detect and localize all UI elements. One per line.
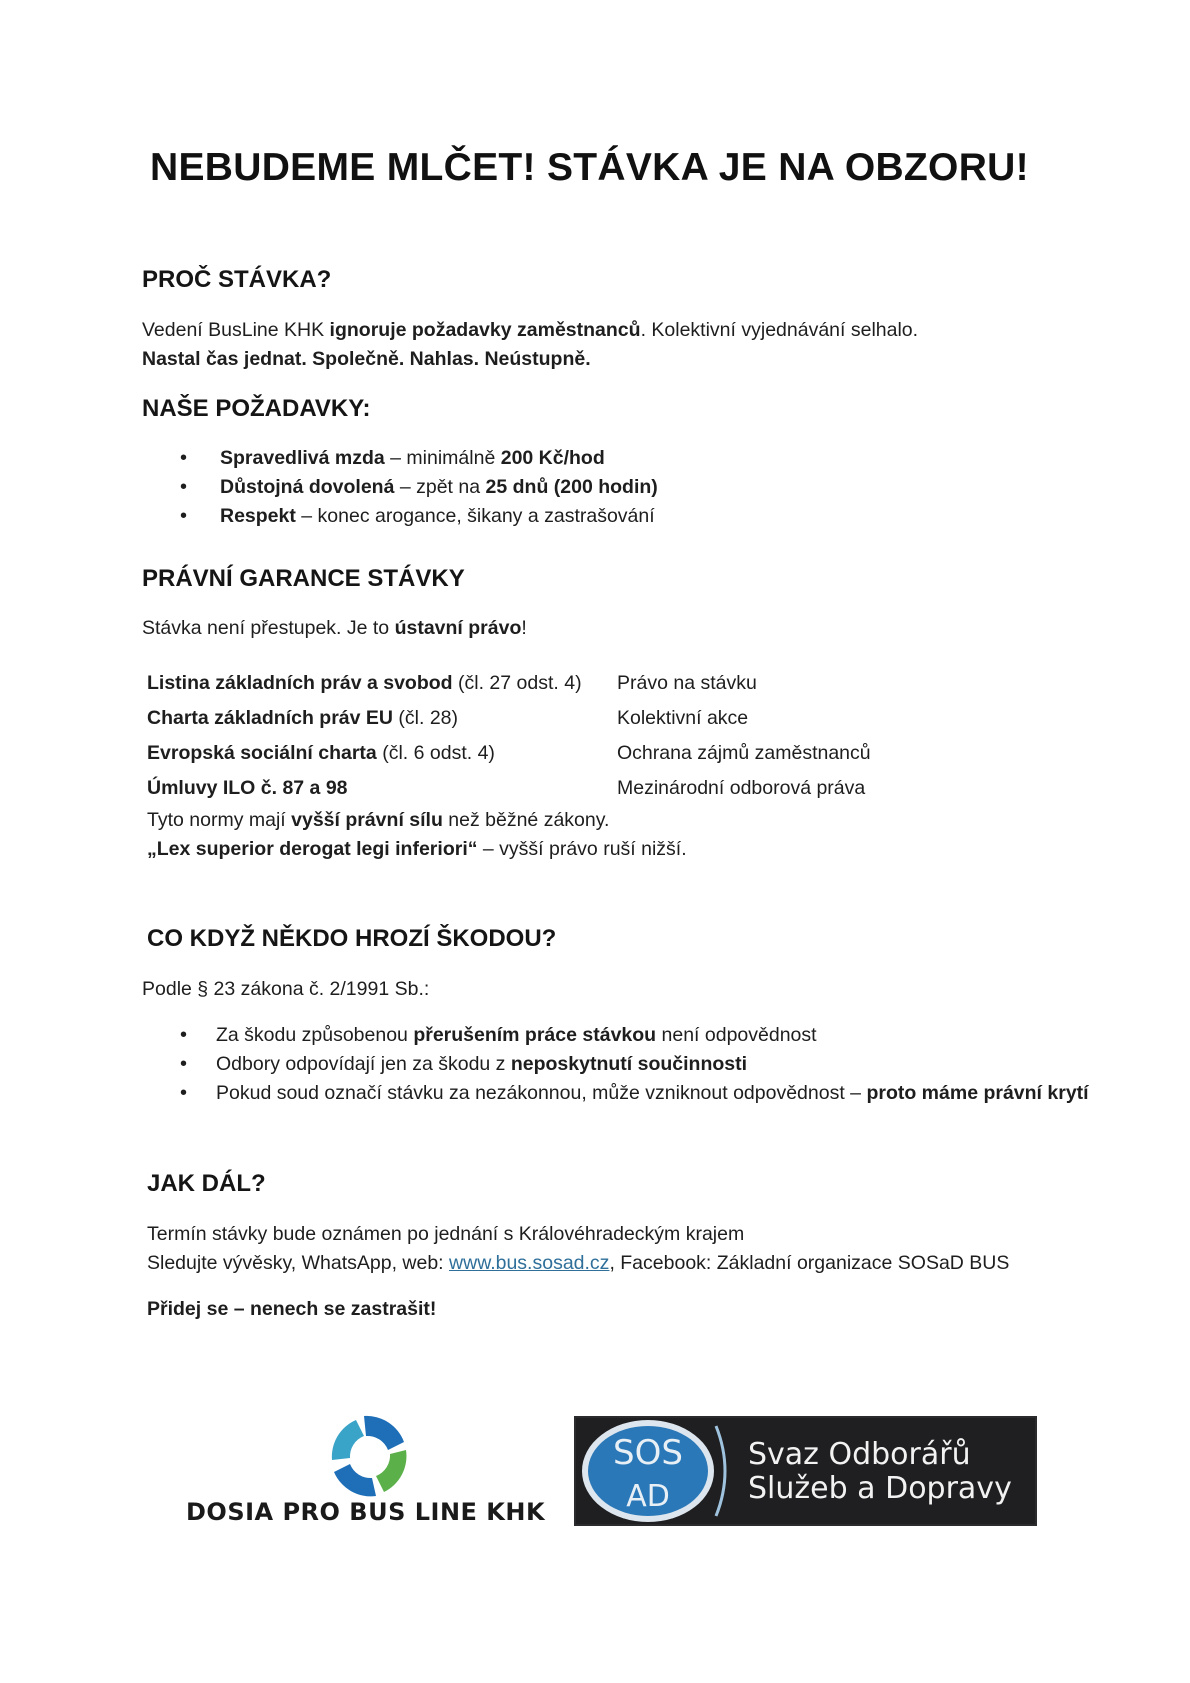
legal-heading: PRÁVNÍ GARANCE STÁVKY [142,565,465,592]
sosad-logo-text [748,1438,1012,1506]
call-to-action-text: Přidej se – nenech se zastrašit! [147,1298,437,1320]
demand-item-title: Důstojná dovolená [220,476,395,498]
damage-item-c: není odpovědnost [656,1024,817,1046]
demand-item-title: Respekt [220,505,296,527]
damage-item [180,1079,1116,1108]
web-link[interactable]: www.bus.sosad.cz [449,1252,610,1274]
law-name-cell [147,666,617,701]
table-row [147,736,871,771]
demand-item-text: – minimálně [384,447,501,469]
why-line-2-text: Nastal čas jednat. Společně. Nahlas. Neústupně. [142,348,591,370]
table-row [147,771,871,806]
sosad-badge-icon [576,1418,736,1524]
demand-item [180,502,658,531]
law-name: Evropská sociální charta [147,742,377,764]
sosad-badge-bottom: AD [626,1479,670,1514]
damage-item-a: Pokud soud označí stávku za nezákonnou, může vzniknout odpovědnost – [216,1082,867,1104]
call-to-action [147,1295,436,1324]
law-right: Kolektivní akce [617,707,749,729]
demand-item-text: – zpět na [394,476,486,498]
damage-item-b: neposkytnutí součinnosti [510,1053,748,1075]
law-right: Právo na stávku [617,672,757,694]
sosad-line-1: Svaz Odborářů [748,1437,971,1472]
why-line-1-b: ignoruje požadavky zaměstnanců [329,319,641,341]
legal-note-1 [147,806,609,835]
why-line-1 [142,316,918,345]
legal-note-2-b: – vyšší právo ruší nižší. [477,838,687,860]
law-name: Listina základních práv a svobod [147,672,453,694]
demand-item-title: Spravedlivá mzda [220,447,385,469]
legal-intro [142,614,527,643]
law-ref: (čl. 28) [393,707,459,729]
legal-note-2 [147,835,687,864]
damage-item-a: Za škodu způsobenou [216,1024,414,1046]
law-ref: (čl. 27 odst. 4) [452,672,582,694]
demand-item-value: 200 Kč/hod [500,447,605,469]
why-line-2 [142,345,591,374]
damage-intro: Podle § 23 zákona č. 2/1991 Sb.: [142,978,430,1000]
law-name-cell [147,771,617,806]
sosad-badge-top: SOS [613,1433,683,1473]
legal-note-1-c: než běžné zákony. [442,809,610,831]
law-table [147,666,871,806]
table-row [147,701,871,736]
legal-note-2-a: „Lex superior derogat legi inferiori“ [147,838,478,860]
damage-item-b: proto máme právní krytí [866,1082,1089,1104]
law-right: Ochrana zájmů zaměstnanců [617,742,871,764]
law-right: Mezinárodní odborová práva [617,777,866,799]
sosad-line-2: Služeb a Dopravy [748,1471,1012,1506]
legal-intro-a: Stávka není přestupek. Je to [142,617,395,639]
damage-item [180,1021,1116,1050]
legal-intro-b: ústavní právo [394,617,522,639]
next-heading: JAK DÁL? [147,1170,266,1197]
damage-heading: CO KDYŽ NĚKDO HROZÍ ŠKODOU? [147,925,557,952]
next-line-2 [147,1249,1009,1278]
damage-item-a: Odbory odpovídají jen za škodu z [216,1053,511,1075]
next-line-1: Termín stávky bude oznámen po jednání s Královéhradeckým krajem [147,1223,745,1245]
next-line-2-b: , Facebook: Základní organizace SOSaD BUS [609,1252,1010,1274]
demands-heading: NAŠE POŽADAVKY: [142,395,371,422]
law-ref: (čl. 6 odst. 4) [376,742,495,764]
damage-list [180,1021,1116,1108]
why-heading: PROČ STÁVKA? [142,266,332,293]
next-line-2-a: Sledujte vývěsky, WhatsApp, web: [147,1252,450,1274]
table-row [147,666,871,701]
why-line-1-a: Vedení BusLine KHK [142,319,330,341]
legal-note-1-a: Tyto normy mají [147,809,292,831]
legal-intro-c: ! [521,617,527,639]
damage-item-b: přerušením práce stávkou [413,1024,657,1046]
dosia-logo-text: DOSIA PRO BUS LINE KHK [186,1498,546,1526]
demand-item-value: 25 dnů (200 hodin) [485,476,658,498]
demands-list [180,444,658,531]
law-name: Úmluvy ILO č. 87 a 98 [147,777,348,799]
why-line-1-c: . Kolektivní vyjednávání selhalo. [640,319,919,341]
dosia-logo [186,1408,556,1528]
demand-item [180,473,658,502]
demand-item [180,444,658,473]
dosia-emblem-icon [186,1408,556,1528]
damage-item [180,1050,1116,1079]
page-title: NEBUDEME MLČET! STÁVKA JE NA OBZORU! [150,146,1029,189]
law-name: Charta základních práv EU [147,707,393,729]
law-name-cell [147,701,617,736]
sosad-logo [574,1416,1037,1526]
legal-note-1-b: vyšší právní sílu [291,809,443,831]
law-name-cell [147,736,617,771]
demand-item-text: – konec arogance, šikany a zastrašování [295,505,655,527]
